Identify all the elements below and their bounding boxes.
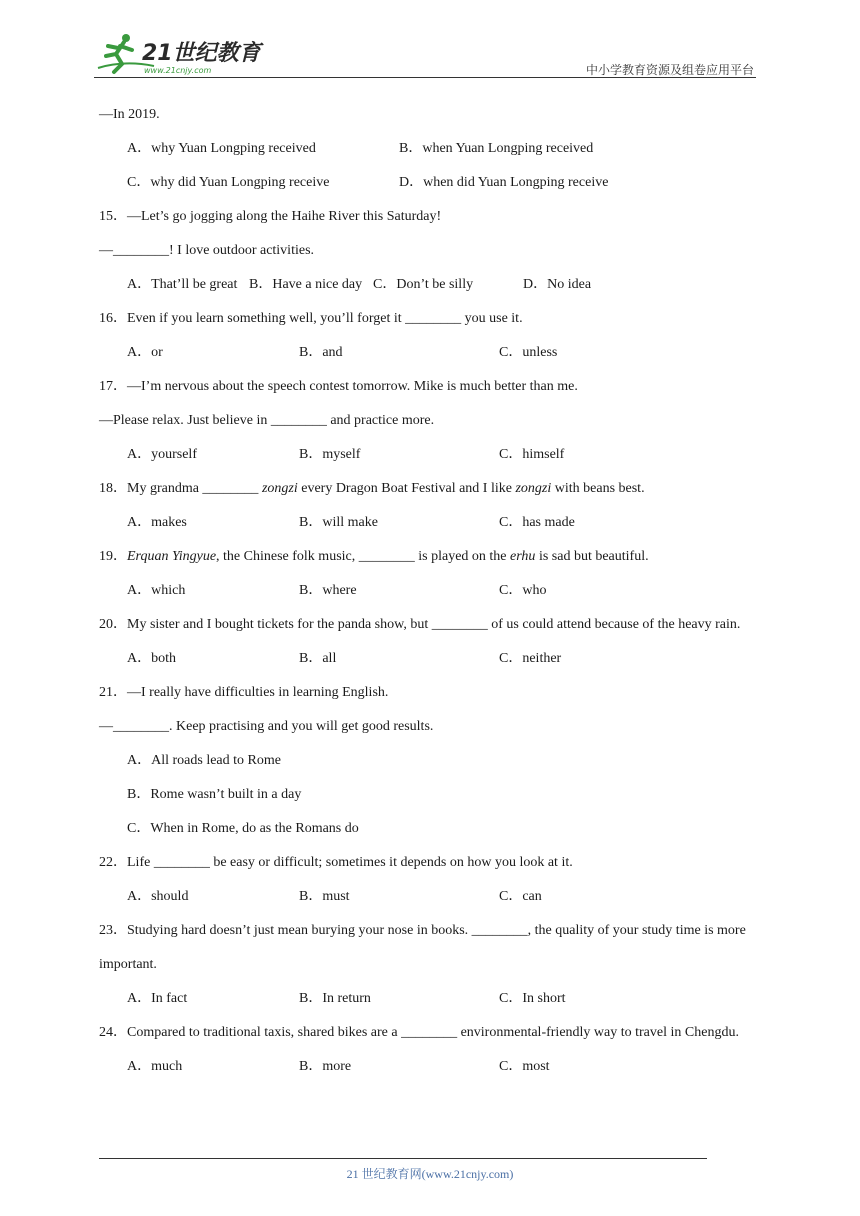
q24-options (99, 1050, 769, 1084)
footer-divider (99, 1158, 707, 1159)
q17-options (99, 438, 769, 472)
option-b[interactable]: B．all (299, 651, 337, 666)
question-22: 22．Life ________ be easy or difficult; sometimes it depends on how you look at it. (99, 855, 573, 870)
footer-link[interactable]: 21 世纪教育网(www.21cnjy.com) (346, 1167, 514, 1181)
option-a[interactable]: A．should (127, 889, 189, 904)
q20-options (99, 642, 769, 676)
question-21: 21．—I really have difficulties in learning English. (99, 685, 389, 700)
q19-italic-1: Erquan Yingyue (127, 549, 217, 564)
q19-number: 19． (99, 549, 127, 564)
option-c[interactable]: C．who (499, 583, 547, 598)
q14-options-row1 (99, 132, 769, 166)
option-c[interactable]: C．can (499, 889, 542, 904)
question-15: 15．—Let’s go jogging along the Haihe River this Saturday! (99, 209, 442, 224)
platform-name: 中小学教育资源及组卷应用平台 (585, 63, 754, 77)
logo-text: 21世纪教育 (142, 41, 261, 66)
option-a[interactable]: A．In fact (127, 991, 188, 1006)
question-23: 23．Studying hard doesn’t just mean burying your nose in books. ________, the quality of your study time is more important. (99, 923, 746, 972)
option-c[interactable]: C．has made (499, 515, 575, 530)
question-16: 16．Even if you learn something well, you’ll forget it ________ you use it. (99, 311, 523, 326)
option-d[interactable]: D．when did Yuan Longping receive (399, 175, 609, 190)
question-15-reply: —________! I love outdoor activities. (99, 243, 315, 258)
option-c[interactable]: C．why did Yuan Longping receive (127, 175, 330, 190)
question-24: 24．Compared to traditional taxis, shared bikes are a ________ environmental-friendly way to travel in Chengdu. (99, 1025, 739, 1040)
question-list (99, 98, 769, 1084)
q18-italic-1: zongzi (261, 481, 298, 496)
header-divider (94, 77, 756, 78)
page-header (94, 30, 756, 78)
q19-text-2: is sad but beautiful. (535, 549, 649, 564)
option-c[interactable]: C．In short (499, 991, 566, 1006)
option-a[interactable]: A．That’ll be great (127, 277, 238, 292)
option-d[interactable]: D．No idea (523, 277, 592, 292)
q19-italic-2: erhu (510, 549, 536, 564)
question-20: 20．My sister and I bought tickets for the panda show, but ________ of us could attend because of the heavy rain. (99, 617, 741, 632)
option-c[interactable]: C．most (499, 1059, 550, 1074)
option-b[interactable]: B．Have a nice day (249, 277, 363, 292)
option-b[interactable]: B．In return (299, 991, 371, 1006)
option-a[interactable]: A．yourself (127, 447, 197, 462)
q23-options (99, 982, 769, 1016)
option-b[interactable]: B．where (299, 583, 357, 598)
option-c[interactable]: C．neither (499, 651, 562, 666)
option-a[interactable]: A．makes (127, 515, 187, 530)
option-a[interactable]: A．All roads lead to Rome (127, 753, 281, 768)
option-b[interactable]: B．must (299, 889, 350, 904)
option-b[interactable]: B．more (299, 1059, 352, 1074)
q18-text-2: every Dragon Boat Festival and I like (297, 481, 516, 496)
option-b[interactable]: B．will make (299, 515, 378, 530)
option-a[interactable]: A．much (127, 1059, 183, 1074)
option-a[interactable]: A．both (127, 651, 176, 666)
option-a[interactable]: A．why Yuan Longping received (127, 141, 316, 156)
option-c[interactable]: C．unless (499, 345, 558, 360)
q15-options (99, 268, 769, 302)
option-b[interactable]: B．Rome wasn’t built in a day (127, 787, 302, 802)
q22-options (99, 880, 769, 914)
option-b[interactable]: B．and (299, 345, 343, 360)
option-a[interactable]: A．or (127, 345, 163, 360)
option-b[interactable]: B．myself (299, 447, 361, 462)
q18-text-3: with beans best. (551, 481, 645, 496)
question-17: 17．—I’m nervous about the speech contest tomorrow. Mike is much better than me. (99, 379, 578, 394)
q19-text-1: , the Chinese folk music, ________ is played on the (216, 549, 511, 564)
option-c[interactable]: C．Don’t be silly (373, 277, 474, 292)
q18-options (99, 506, 769, 540)
question-19 (99, 540, 769, 574)
option-b[interactable]: B．when Yuan Longping received (399, 141, 594, 156)
question-17-reply: —Please relax. Just believe in ________ and practice more. (99, 413, 435, 428)
question-18 (99, 472, 769, 506)
answer-line: —In 2019. (99, 107, 160, 122)
site-logo (94, 30, 264, 76)
q19-options (99, 574, 769, 608)
q14-options-row2 (99, 166, 769, 200)
q16-options (99, 336, 769, 370)
option-c[interactable]: C．When in Rome, do as the Romans do (127, 821, 359, 836)
q18-text-1: 18．My grandma ________ (99, 481, 262, 496)
option-a[interactable]: A．which (127, 583, 186, 598)
logo-url: www.21cnjy.com (144, 66, 212, 75)
q18-italic-2: zongzi (515, 481, 552, 496)
question-21-reply: —________. Keep practising and you will get good results. (99, 719, 434, 734)
option-c[interactable]: C．himself (499, 447, 565, 462)
